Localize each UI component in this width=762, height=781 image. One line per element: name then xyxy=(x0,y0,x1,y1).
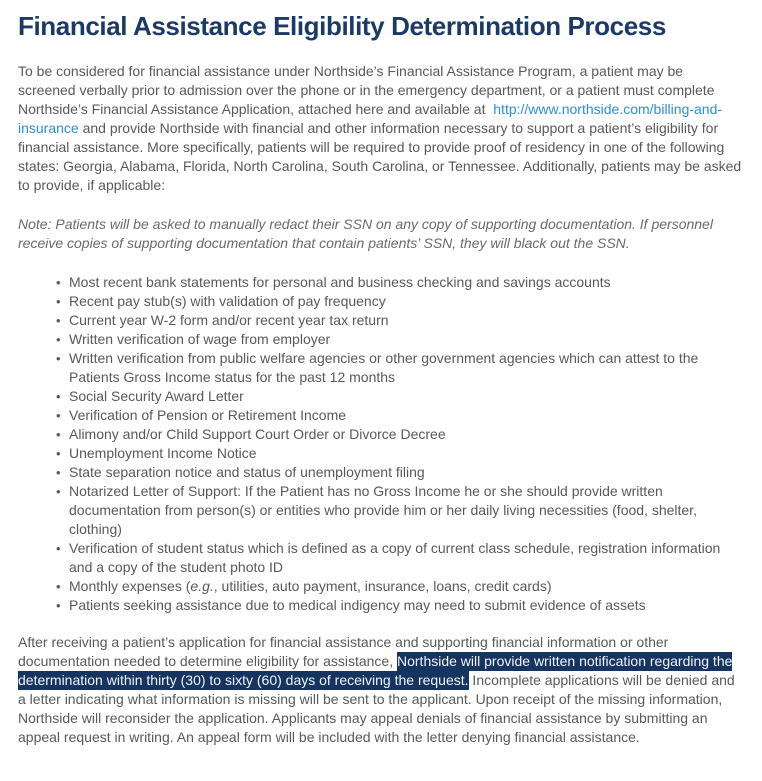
list-item: • Written verification of wage from employer xyxy=(56,330,744,349)
determination-text-after-highlight: Incomplete applications will be denied and a letter indicating what information is missing will be sent to the applicant. Upon receipt of the missing information, Northside will reconsider the application. Applicants may appeal denials of financial assistance by submitting an appeal request in writing. An appeal form will be included with the letter denying financial assistance. xyxy=(18,671,735,745)
list-item: • Alimony and/or Child Support Court Order or Divorce Decree xyxy=(56,425,744,444)
determination-text-before-highlight: After receiving a patient’s application for financial assistance and supporting financial information or other documentation needed to determine eligibility for assistance, xyxy=(18,633,669,669)
list-item: • Current year W-2 form and/or recent year tax return xyxy=(56,311,744,330)
ssn-redaction-note: Note: Patients will be asked to manually redact their SSN on any copy of supporting documentation. If personnel receive copies of supporting documentation that contain patients’ SSN, they will black out the SSN. xyxy=(18,215,713,251)
intro-text-after-link: and provide Northside with financial and other information necessary to support a patient’s eligibility for financial assistance. More specifically, patients will be required to provide proof of residency in one of the following states: Georgia, Alabama, Florida, North Carolina, South Carolina, or Tennessee. Additionally, patients may be asked to provide, if applicable: xyxy=(18,119,742,193)
list-item: • Unemployment Income Notice xyxy=(56,444,744,463)
list-item: • State separation notice and status of unemployment filing xyxy=(56,463,744,482)
list-item: • Social Security Award Letter xyxy=(56,387,744,406)
list-item: • Notarized Letter of Support: If the Patient has no Gross Income he or she should provide written documentation from person(s) or entities who provide him or her daily living necessities (food, shelter, clothing) xyxy=(56,482,744,539)
intro-text-before-link: To be considered for financial assistance under Northside’s Financial Assistance Program, a patient may be screened verbally prior to admission over the phone or in the emergency department, or a patient must complete Northside’s Financial Assistance Application, attached here and available at xyxy=(18,62,715,117)
list-item xyxy=(56,577,744,596)
list-item: • Verification of student status which is defined as a copy of current class schedule, registration information and a copy of the student photo ID xyxy=(56,539,744,577)
highlighted-determination-timeline: Northside will provide written notification regarding the determination within thirty (30) to sixty (60) days of receiving the request. xyxy=(18,652,733,688)
list-item: • Verification of Pension or Retirement Income xyxy=(56,406,744,425)
page-title: Financial Assistance Eligibility Determination Process xyxy=(18,11,666,41)
monthly-expenses-eg: e.g. xyxy=(190,577,214,594)
list-item: • Most recent bank statements for personal and business checking and savings accounts xyxy=(56,273,744,292)
monthly-expenses-post: , utilities, auto payment, insurance, loans, credit cards) xyxy=(213,577,552,594)
monthly-expenses-pre: Monthly expenses ( xyxy=(69,577,191,594)
required-documents-list xyxy=(56,273,744,615)
intro-paragraph xyxy=(18,62,744,195)
list-item: • Patients seeking assistance due to medical indigency may need to submit evidence of assets xyxy=(56,596,744,615)
determination-paragraph xyxy=(18,633,744,747)
billing-and-insurance-link[interactable]: http://www.northside.com/billing-and-insurance xyxy=(18,100,723,136)
list-item: • Written verification from public welfare agencies or other government agencies which can attest to the Patients Gross Income status for the past 12 months xyxy=(56,349,744,387)
list-item: • Recent pay stub(s) with validation of pay frequency xyxy=(56,292,744,311)
